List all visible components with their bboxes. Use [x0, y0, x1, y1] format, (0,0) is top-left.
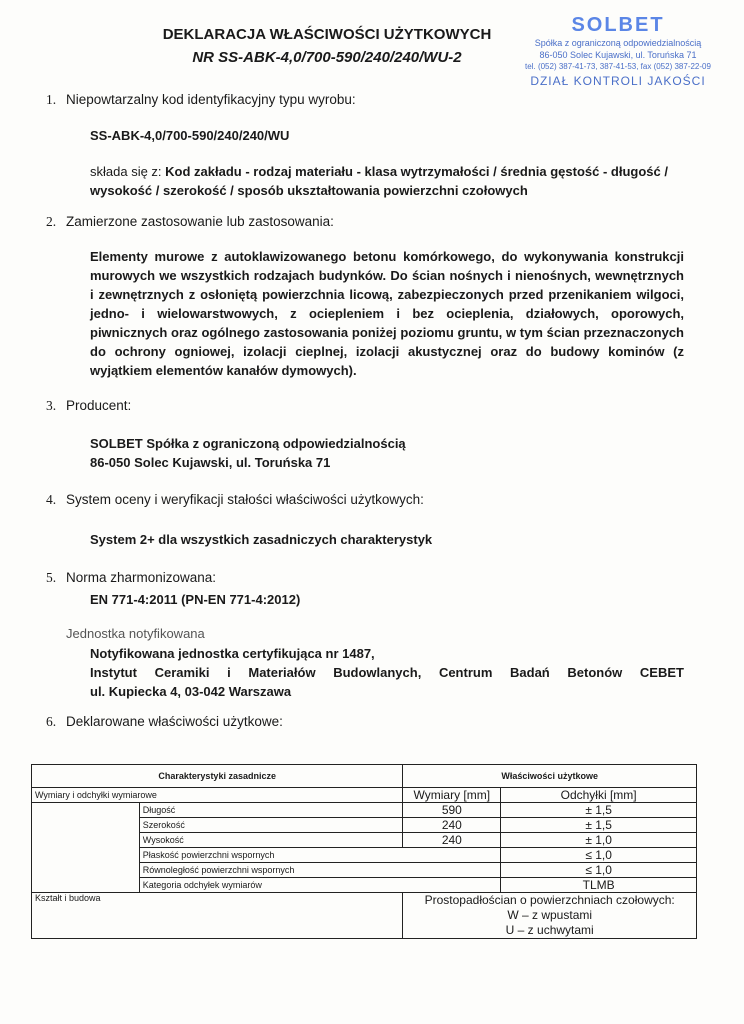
assessment-system: System 2+ dla wszystkich zasadniczych charakterystyk — [90, 532, 433, 547]
composition-prefix: składa się z: — [90, 164, 166, 179]
notified-body-label: Jednostka notyfikowana — [66, 626, 205, 641]
composition-text: Kod zakładu - rodzaj materiału - klasa wytrzymałości / średnia gęstość - długość / wysokość / szerokość / sposób ukształtowania powierzchni czołowych — [90, 164, 668, 198]
intended-use-text: Elementy murowe z autoklawizowanego betonu komórkowego, do wykonywania konstrukcji murowych we wszystkich rodzajach budynków. Do ścian nośnych i nienośnych, wewnętrznych i zewnętrznych z osłoniętą powierzchnia licową, zabezpieczonych przed przenikaniem wilgoci, jedno- i wielowarstwowych, z ociepleniem i bez ocieplenia, działowych, oporowych, piwnicznych oraz ogólnego zastosowania poniżej poziomu gruntu, w tym ścian przeznaczonych do ochrony ogniowej, izolacji cieplnej, izolacji akustycznej oraz do budowy kominów (z wyjątkiem elementów kanałów dymowych). — [90, 249, 684, 378]
producer-block — [90, 434, 684, 472]
shape-line-1: Prostopadłościan o powierzchniach czołowych: — [424, 893, 675, 907]
stamp-line-3: tel. (052) 387-41-73, 387-41-53, fax (052) 387-22-09 — [525, 62, 711, 71]
section-1-heading — [46, 92, 356, 108]
word: Ceramiki — [154, 665, 210, 680]
row-name: Długość — [139, 803, 403, 818]
stamp-line-2: 86-050 Solec Kujawski, ul. Toruńska 71 — [539, 50, 697, 60]
section-label: Deklarowane właściwości użytkowe: — [66, 714, 283, 729]
table-header-characteristics: Charakterystyki zasadnicze — [32, 765, 403, 788]
row-deviation: ≤ 1,0 — [501, 863, 697, 878]
row-dimension: 240 — [403, 818, 501, 833]
producer-name: SOLBET Spółka z ograniczoną odpowiedzialnością — [90, 436, 406, 451]
table-header-performance: Właściwości użytkowe — [403, 765, 697, 788]
producer-address: 86-050 Solec Kujawski, ul. Toruńska 71 — [90, 455, 331, 470]
row-deviation: ± 1,0 — [501, 833, 697, 848]
word: Centrum — [438, 665, 493, 680]
word: Betonów — [567, 665, 623, 680]
section-number: 3. — [46, 398, 57, 413]
word: Materiałów — [248, 665, 316, 680]
shape-description — [403, 893, 697, 939]
section-number: 4. — [46, 492, 57, 507]
row-deviation: ± 1,5 — [501, 818, 697, 833]
section-label: Niepowtarzalny kod identyfikacyjny typu wyrobu: — [66, 92, 356, 107]
word: i — [227, 665, 231, 680]
stamp-line-1: Spółka z ograniczoną odpowiedzialnością — [534, 38, 702, 48]
section-label: Zamierzone zastosowanie lub zastosowania: — [66, 214, 334, 229]
table-header-row — [32, 765, 697, 788]
notified-body-line-2 — [90, 663, 684, 682]
section-label: System oceny i weryfikacji stałości właściwości użytkowych: — [66, 492, 424, 507]
dimensions-header: Wymiary [mm] — [403, 788, 501, 803]
section-number: 1. — [46, 92, 57, 107]
word: CEBET — [639, 665, 684, 680]
row-name: Kategoria odchyłek wymiarów — [139, 878, 500, 893]
harmonized-standard: EN 771-4:2011 (PN-EN 771-4:2012) — [90, 592, 301, 607]
row-deviation: ± 1,5 — [501, 803, 697, 818]
row-deviation: TLMB — [501, 878, 697, 893]
word: Badań — [510, 665, 550, 680]
row-deviation: ≤ 1,0 — [501, 848, 697, 863]
title-line-2: NR SS-ABK-4,0/700-590/240/240/WU-2 — [192, 49, 462, 66]
table-row — [32, 788, 697, 803]
deviations-header: Odchyłki [mm] — [501, 788, 697, 803]
table-row — [32, 803, 697, 818]
section-3-heading — [46, 398, 131, 414]
table-row — [32, 893, 697, 939]
row-name: Płaskość powierzchni wspornych — [139, 848, 500, 863]
stamp-logo: SOLBET — [571, 14, 665, 36]
shape-label: Kształt i budowa — [32, 893, 403, 939]
section-2-heading — [46, 214, 334, 230]
row-dimension: 240 — [403, 833, 501, 848]
section-label: Producent: — [66, 398, 132, 413]
notified-body-line-1: Notyfikowana jednostka certyfikująca nr 1487, — [90, 646, 375, 661]
group-dimensions-label: Wymiary i odchyłki wymiarowe — [32, 788, 403, 803]
section-number: 2. — [46, 214, 57, 229]
notified-body-line-3: ul. Kupiecka 4, 03-042 Warszawa — [90, 684, 292, 699]
group-spacer-cell — [32, 803, 140, 893]
row-name: Szerokość — [139, 818, 403, 833]
section-label: Norma zharmonizowana: — [66, 570, 217, 585]
row-name: Równoległość powierzchni wspornych — [139, 863, 500, 878]
section-5-heading — [46, 570, 216, 586]
row-name: Wysokość — [139, 833, 403, 848]
performance-table — [31, 764, 697, 939]
product-code: SS-ABK-4,0/700-590/240/240/WU — [90, 128, 290, 143]
section-4-heading — [46, 492, 424, 508]
company-stamp — [508, 14, 728, 88]
section-number: 6. — [46, 714, 57, 729]
row-dimension: 590 — [403, 803, 501, 818]
shape-line-3: U – z uchwytami — [505, 923, 594, 937]
stamp-department: DZIAŁ KONTROLI JAKOŚCI — [530, 74, 706, 88]
word: Budowlanych, — [333, 665, 422, 680]
section-6-heading — [46, 714, 283, 730]
title-line-1: DEKLARACJA WŁAŚCIWOŚCI UŻYTKOWYCH — [162, 26, 492, 43]
shape-line-2: W – z wpustami — [507, 908, 593, 922]
code-composition — [90, 162, 684, 200]
notified-body-block — [90, 644, 684, 701]
word: Instytut — [90, 665, 137, 680]
section-number: 5. — [46, 570, 57, 585]
